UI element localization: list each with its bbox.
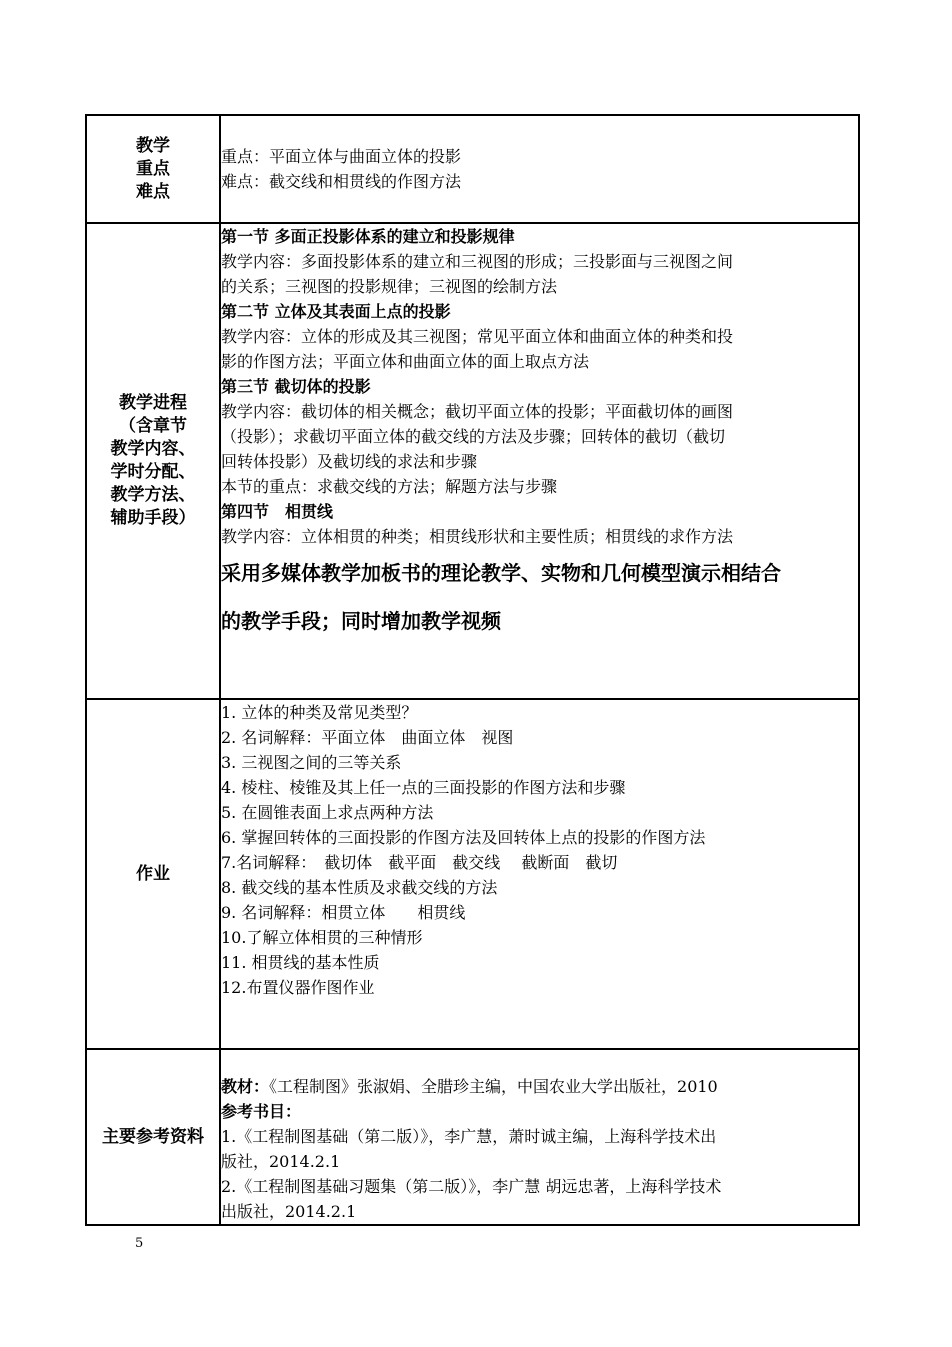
- key-point-line: 重点：平面立体与曲面立体的投影: [221, 147, 462, 166]
- homework-item: 7.名词解释： 截切体 截平面 截交线 截断面 截切: [221, 853, 618, 872]
- section-1-title: 第一节 多面正投影体系的建立和投影规律: [221, 227, 515, 246]
- section-2-text: 影的作图方法；平面立体和曲面立体的面上取点方法: [221, 352, 590, 371]
- references-row: [86, 1049, 859, 1225]
- homework-item: 3. 三视图之间的三等关系: [221, 753, 402, 772]
- section-1-text: 的关系；三视图的投影规律；三视图的绘制方法: [221, 277, 558, 296]
- section-3-text: 回转体投影）及截切线的求法和步骤: [221, 452, 478, 471]
- section-3-text: 本节的重点：求截交线的方法；解题方法与步骤: [221, 477, 558, 496]
- section-4-text: 教学内容：立体相贯的种类；相贯线形状和主要性质；相贯线的求作方法: [221, 527, 734, 546]
- homework-content: [220, 699, 859, 1049]
- textbook-label: 教材：: [221, 1077, 270, 1096]
- homework-item: 5. 在圆锥表面上求点两种方法: [221, 803, 434, 822]
- label-line: （含章节: [119, 416, 187, 436]
- reference-item: 2.《工程制图基础习题集（第二版）》，李广慧 胡远忠著，上海科学技术: [221, 1177, 722, 1196]
- reference-item: 1.《工程制图基础（第二版）》，李广慧，萧时诚主编，上海科学技术出: [221, 1127, 717, 1146]
- homework-item: 1. 立体的种类及常见类型？: [221, 703, 418, 722]
- reference-item: 出版社，2014.2.1: [221, 1202, 357, 1221]
- key-points-content: [220, 115, 859, 223]
- key-points-label: [86, 115, 220, 223]
- label-line: 教学方法、: [110, 485, 196, 505]
- references-content: [220, 1049, 859, 1225]
- label-line: 教学: [136, 135, 170, 156]
- section-3-text: （投影）；求截切平面立体的截交线的方法及步骤；回转体的截切（截切: [221, 427, 726, 446]
- teaching-method-text: 的教学手段；同时增加教学视频: [221, 609, 501, 633]
- difficult-point-line: 难点：截交线和相贯线的作图方法: [221, 172, 462, 191]
- textbook-line: [221, 1074, 858, 1099]
- homework-item: 9. 名词解释：相贯立体 相贯线: [221, 903, 466, 922]
- homework-item: 12.布置仪器作图作业: [221, 978, 375, 997]
- page-number: 5: [135, 1236, 144, 1251]
- spacer: [221, 1060, 858, 1074]
- reference-item: 版社，2014.2.1: [221, 1152, 341, 1171]
- section-2-title: 第二节 立体及其表面上点的投影: [221, 302, 451, 321]
- homework-item: 11. 相贯线的基本性质: [221, 953, 380, 972]
- teaching-plan-table: [85, 114, 860, 1226]
- homework-item: 8. 截交线的基本性质及求截交线的方法: [221, 878, 498, 897]
- homework-item: 6. 掌握回转体的三面投影的作图方法及回转体上点的投影的作图方法: [221, 828, 706, 847]
- section-3-text: 教学内容：截切体的相关概念；截切平面立体的投影；平面截切体的画图: [221, 402, 734, 421]
- section-1-text: 教学内容：多面投影体系的建立和三视图的形成；三投影面与三视图之间: [221, 252, 734, 271]
- section-4-title: 第四节 相贯线: [221, 502, 334, 521]
- key-points-row: [86, 115, 859, 223]
- homework-item: 10.了解立体相贯的三种情形: [221, 928, 423, 947]
- homework-row: [86, 699, 859, 1049]
- label-line: 辅助手段）: [110, 508, 196, 528]
- section-2-text: 教学内容：立体的形成及其三视图；常见平面立体和曲面立体的种类和投: [221, 327, 734, 346]
- progress-row: [86, 223, 859, 699]
- label-line: 难点: [136, 181, 170, 202]
- homework-item: 4. 棱柱、棱锥及其上任一点的三面投影的作图方法和步骤: [221, 778, 626, 797]
- label-line: 教学内容、: [110, 439, 196, 459]
- progress-content: [220, 223, 859, 699]
- homework-label: 作业: [86, 699, 220, 1049]
- label-line: 教学进程: [119, 393, 187, 413]
- references-label: 主要参考资料: [86, 1049, 220, 1225]
- teaching-method-text: 采用多媒体教学加板书的理论教学、实物和几何模型演示相结合: [221, 561, 781, 585]
- reference-list-label: 参考书目：: [221, 1102, 302, 1121]
- label-line: 学时分配、: [110, 462, 196, 482]
- label-line: 重点: [136, 158, 170, 179]
- progress-label: [86, 223, 220, 699]
- homework-item: 2. 名词解释：平面立体 曲面立体 视图: [221, 728, 514, 747]
- section-3-title: 第三节 截切体的投影: [221, 377, 371, 396]
- textbook-text: 《工程制图》张淑娟、全腊珍主编，中国农业大学出版社，2010: [269, 1077, 718, 1096]
